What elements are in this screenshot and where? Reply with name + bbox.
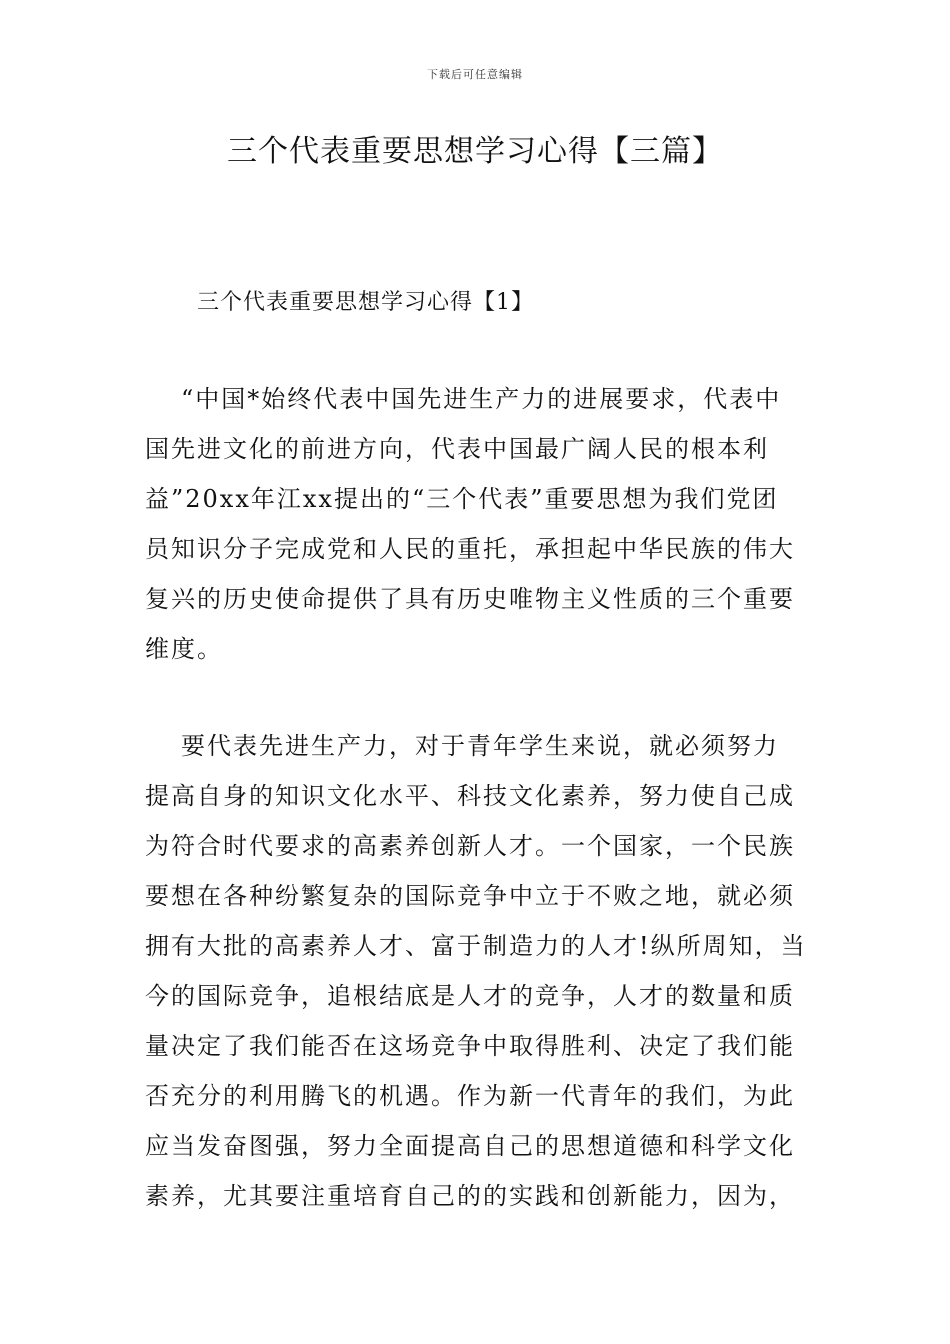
paragraph-line: 要代表先进生产力，对于青年学生来说，就必须努力 xyxy=(181,732,779,760)
paragraph-line: 员知识分子完成党和人民的重托，承担起中华民族的伟大 xyxy=(145,535,795,563)
paragraph-line: 益”20xx年江xx提出的“三个代表”重要思想为我们党团 xyxy=(145,485,779,513)
paragraph-line: 今的国际竞争，追根结底是人才的竞争，人才的数量和质 xyxy=(145,982,795,1010)
paragraph-line: 复兴的历史使命提供了具有历史唯物主义性质的三个重要 xyxy=(145,585,795,613)
paragraph-line: 为符合时代要求的高素养创新人才。一个国家，一个民族 xyxy=(145,832,795,860)
paragraph-line: 提高自身的知识文化水平、科技文化素养，努力使自己成 xyxy=(145,782,795,810)
paragraph-line: 量决定了我们能否在这场竞争中取得胜利、决定了我们能 xyxy=(145,1032,795,1060)
paragraph-line: 否充分的利用腾飞的机遇。作为新一代青年的我们，为此 xyxy=(145,1082,795,1110)
paragraph-line: 国先进文化的前进方向，代表中国最广阔人民的根本利 xyxy=(145,435,769,463)
paragraph-line: 要想在各种纷繁复杂的国际竞争中立于不败之地，就必须 xyxy=(145,882,795,910)
paragraph-line: “中国*始终代表中国先进生产力的进展要求，代表中 xyxy=(181,385,782,413)
header-note: 下载后可任意编辑 xyxy=(427,68,523,81)
paragraph-line: 拥有大批的高素养人才、富于制造力的人才!纵所周知，当 xyxy=(145,932,807,960)
document-title: 三个代表重要思想学习心得【三篇】 xyxy=(227,134,723,169)
paragraph-line: 应当发奋图强，努力全面提高自己的思想道德和科学文化 xyxy=(145,1132,795,1160)
section-heading: 三个代表重要思想学习心得【1】 xyxy=(197,290,534,315)
paragraph-line: 维度。 xyxy=(145,635,223,663)
paragraph-line: 素养，尤其要注重培育自己的的实践和创新能力，因为， xyxy=(145,1182,795,1210)
paragraph-1 xyxy=(145,374,805,674)
paragraph-2 xyxy=(145,721,805,1221)
